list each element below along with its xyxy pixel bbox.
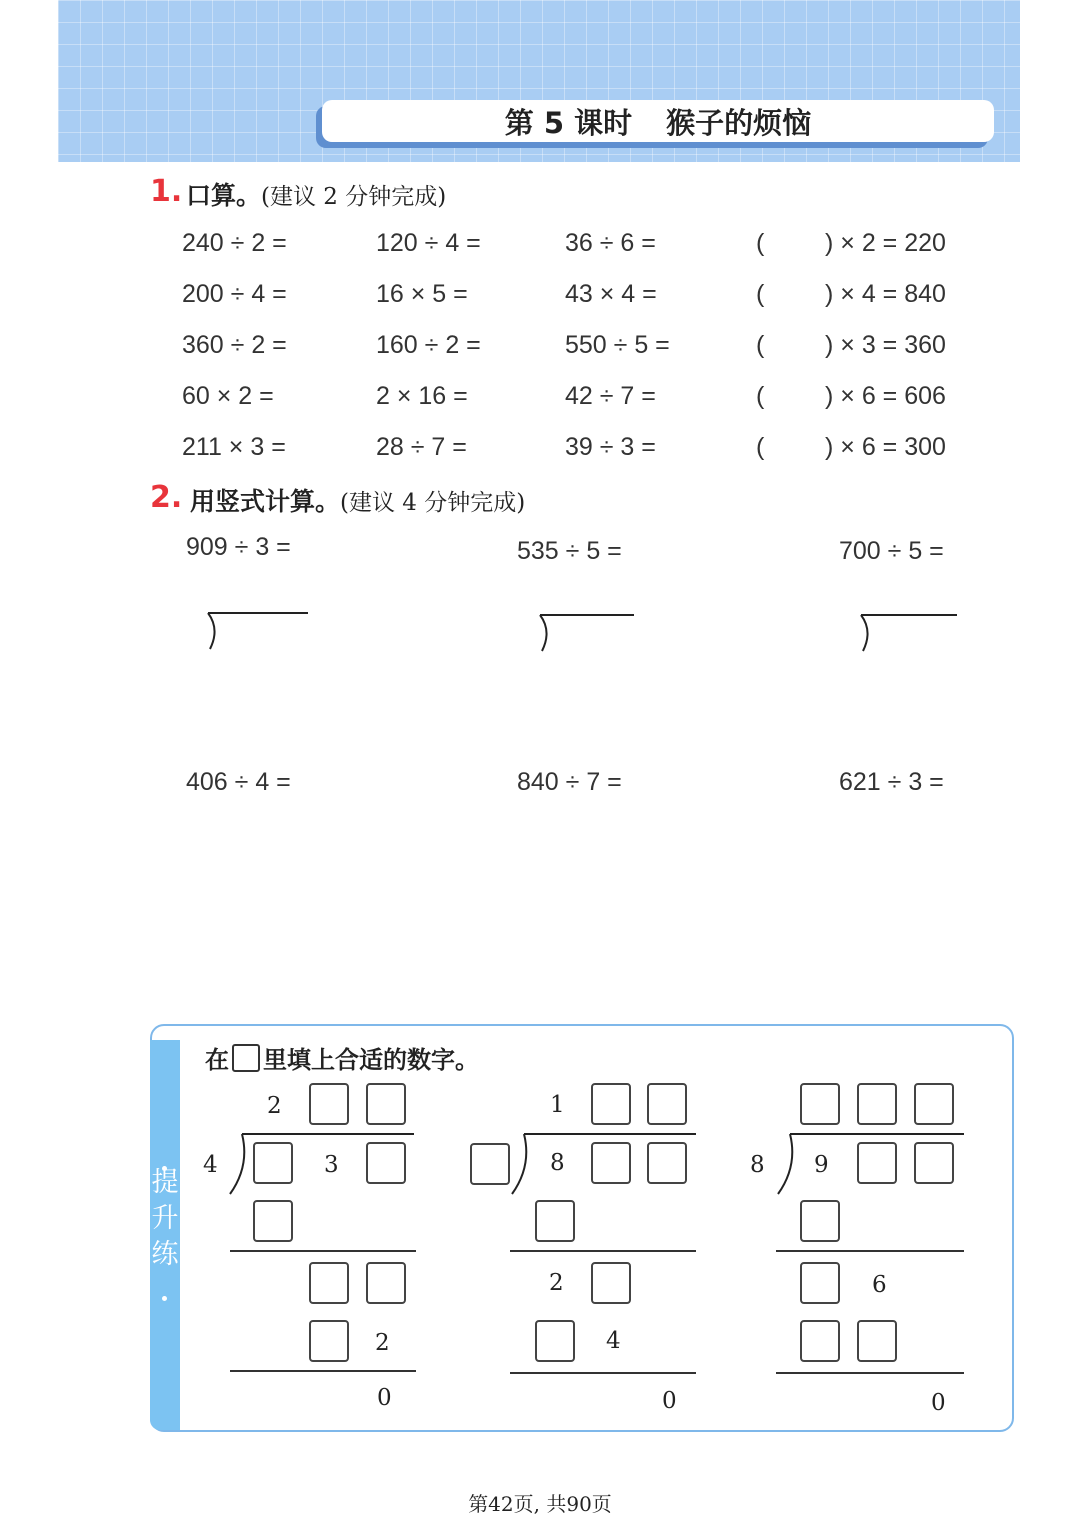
p3-line-2 xyxy=(776,1372,964,1374)
p1-divisor: 4 xyxy=(203,1152,218,1178)
p2-quotient-box-2[interactable] xyxy=(647,1083,687,1125)
q2-note: (建议 4 分钟完成) xyxy=(340,490,526,516)
p1-final-remainder: 0 xyxy=(377,1385,392,1411)
p1-quotient-digit: 2 xyxy=(267,1093,282,1119)
p2-product-digit: 4 xyxy=(606,1328,621,1354)
p1-dividend-box-2[interactable] xyxy=(366,1142,406,1184)
q2-number: 2. xyxy=(150,480,183,515)
p2-remainder-digit: 2 xyxy=(549,1270,564,1296)
mental-calc-r5-c3: 39 ÷ 3 = xyxy=(565,433,656,461)
p3-quotient-box-2[interactable] xyxy=(857,1083,897,1125)
side-char-2: 升 xyxy=(151,1203,179,1234)
division-bracket-1 xyxy=(200,605,320,655)
p1-line-2 xyxy=(230,1370,416,1372)
mental-calc-r3-c3: 550 ÷ 5 = xyxy=(565,331,670,359)
mental-calc-r3-c1: 360 ÷ 2 = xyxy=(182,331,287,359)
p3-line-1 xyxy=(776,1250,964,1252)
mental-calc-r4-c2: 2 × 16 = xyxy=(376,382,468,410)
p2-remainder-box[interactable] xyxy=(591,1262,631,1304)
p3-quotient-box-3[interactable] xyxy=(914,1083,954,1125)
division-bracket-2 xyxy=(532,605,652,655)
blank-open-paren: ( xyxy=(756,382,765,410)
blank-open-paren: ( xyxy=(756,331,765,359)
p3-product-box-3[interactable] xyxy=(857,1320,897,1362)
p2-quotient-box-1[interactable] xyxy=(591,1083,631,1125)
p1-quotient-box-1[interactable] xyxy=(309,1083,349,1125)
instruction-prefix: 在 xyxy=(205,1046,229,1074)
mental-calc-r3-c2: 160 ÷ 2 = xyxy=(376,331,481,359)
p2-divisor-box[interactable] xyxy=(470,1143,510,1185)
mental-calc-r4-c1: 60 × 2 = xyxy=(182,382,274,410)
mental-calc-r4-c3: 42 ÷ 7 = xyxy=(565,382,656,410)
side-char-1: 提 xyxy=(151,1167,179,1198)
p3-dividend-digit: 9 xyxy=(814,1152,829,1178)
p2-product-box-2[interactable] xyxy=(535,1320,575,1362)
p3-quotient-box-1[interactable] xyxy=(800,1083,840,1125)
blank-equation-r3: ) × 3 = 360 xyxy=(825,331,946,359)
p2-final-remainder: 0 xyxy=(662,1388,677,1414)
challenge-instruction xyxy=(205,1040,479,1075)
blank-equation-r1: ) × 2 = 220 xyxy=(825,229,946,257)
p3-dividend-box-2[interactable] xyxy=(914,1142,954,1184)
q1-number: 1. xyxy=(150,174,183,209)
p1-dividend-digit: 3 xyxy=(324,1152,339,1178)
mental-calc-r2-c1: 200 ÷ 4 = xyxy=(182,280,287,308)
blank-equation-r4: ) × 6 = 606 xyxy=(825,382,946,410)
vertical-problem-3: 700 ÷ 5 = xyxy=(839,537,944,565)
p3-remainder-digit: 6 xyxy=(872,1272,887,1298)
vertical-problem-2: 535 ÷ 5 = xyxy=(517,537,622,565)
mental-calc-r2-c3: 43 × 4 = xyxy=(565,280,657,308)
p2-dividend-digit: 8 xyxy=(550,1150,565,1176)
p2-dividend-box-2[interactable] xyxy=(647,1142,687,1184)
p1-product-box-2[interactable] xyxy=(309,1320,349,1362)
vertical-problem-4: 406 ÷ 4 = xyxy=(186,768,291,796)
p3-remainder-box[interactable] xyxy=(800,1262,840,1304)
vertical-problem-6: 621 ÷ 3 = xyxy=(839,768,944,796)
p2-line-2 xyxy=(510,1372,696,1374)
p2-product-box-1[interactable] xyxy=(535,1200,575,1242)
mental-calc-r2-c2: 16 × 5 = xyxy=(376,280,468,308)
blank-open-paren: ( xyxy=(756,433,765,461)
p1-remainder-box-1[interactable] xyxy=(309,1262,349,1304)
blank-equation-r2: ) × 4 = 840 xyxy=(825,280,946,308)
p2-dividend-box-1[interactable] xyxy=(591,1142,631,1184)
p3-dividend-box-1[interactable] xyxy=(857,1142,897,1184)
vertical-problem-5: 840 ÷ 7 = xyxy=(517,768,622,796)
q1-heading xyxy=(186,176,446,212)
lesson-number: 第 5 课时 xyxy=(504,105,633,140)
challenge-side-label xyxy=(150,1165,180,1273)
instruction-suffix: 里填上合适的数字。 xyxy=(263,1046,479,1074)
lesson-title: 猴子的烦恼 xyxy=(666,105,812,140)
answer-blank[interactable] xyxy=(772,433,822,461)
q1-label: 口算。 xyxy=(186,181,262,210)
answer-blank[interactable] xyxy=(772,280,822,308)
blank-open-paren: ( xyxy=(756,229,765,257)
blank-equation-r5: ) × 6 = 300 xyxy=(825,433,946,461)
answer-blank[interactable] xyxy=(772,331,822,359)
division-bracket-3 xyxy=(853,605,973,655)
answer-blank[interactable] xyxy=(772,382,822,410)
blank-open-paren: ( xyxy=(756,280,765,308)
p2-quotient-digit: 1 xyxy=(550,1092,565,1118)
p1-product-box-1[interactable] xyxy=(253,1200,293,1242)
lesson-title-bar xyxy=(322,100,994,142)
mental-calc-r5-c1: 211 × 3 = xyxy=(182,433,286,461)
mental-calc-r1-c2: 120 ÷ 4 = xyxy=(376,229,481,257)
mental-calc-r1-c1: 240 ÷ 2 = xyxy=(182,229,287,257)
p1-line-1 xyxy=(230,1250,416,1252)
mental-calc-r1-c3: 36 ÷ 6 = xyxy=(565,229,656,257)
p3-product-box-2[interactable] xyxy=(800,1320,840,1362)
p2-line-1 xyxy=(510,1250,696,1252)
q1-note: (建议 2 分钟完成) xyxy=(261,184,447,210)
p1-product-digit: 2 xyxy=(375,1330,390,1356)
p1-quotient-box-2[interactable] xyxy=(366,1083,406,1125)
p1-remainder-box-2[interactable] xyxy=(366,1262,406,1304)
page-footer: 第42页, 共90页 xyxy=(468,1492,612,1516)
q2-heading xyxy=(190,482,525,518)
p3-divisor: 8 xyxy=(750,1152,765,1178)
side-dot-bottom xyxy=(162,1296,167,1301)
answer-blank[interactable] xyxy=(772,229,822,257)
vertical-problem-1: 909 ÷ 3 = xyxy=(186,533,291,561)
blank-box-icon xyxy=(232,1044,260,1072)
side-char-3: 练 xyxy=(151,1239,179,1270)
p1-dividend-box-1[interactable] xyxy=(253,1142,293,1184)
q2-label: 用竖式计算。 xyxy=(190,487,341,516)
p3-final-remainder: 0 xyxy=(931,1390,946,1416)
p3-product-box-1[interactable] xyxy=(800,1200,840,1242)
mental-calc-r5-c2: 28 ÷ 7 = xyxy=(376,433,467,461)
